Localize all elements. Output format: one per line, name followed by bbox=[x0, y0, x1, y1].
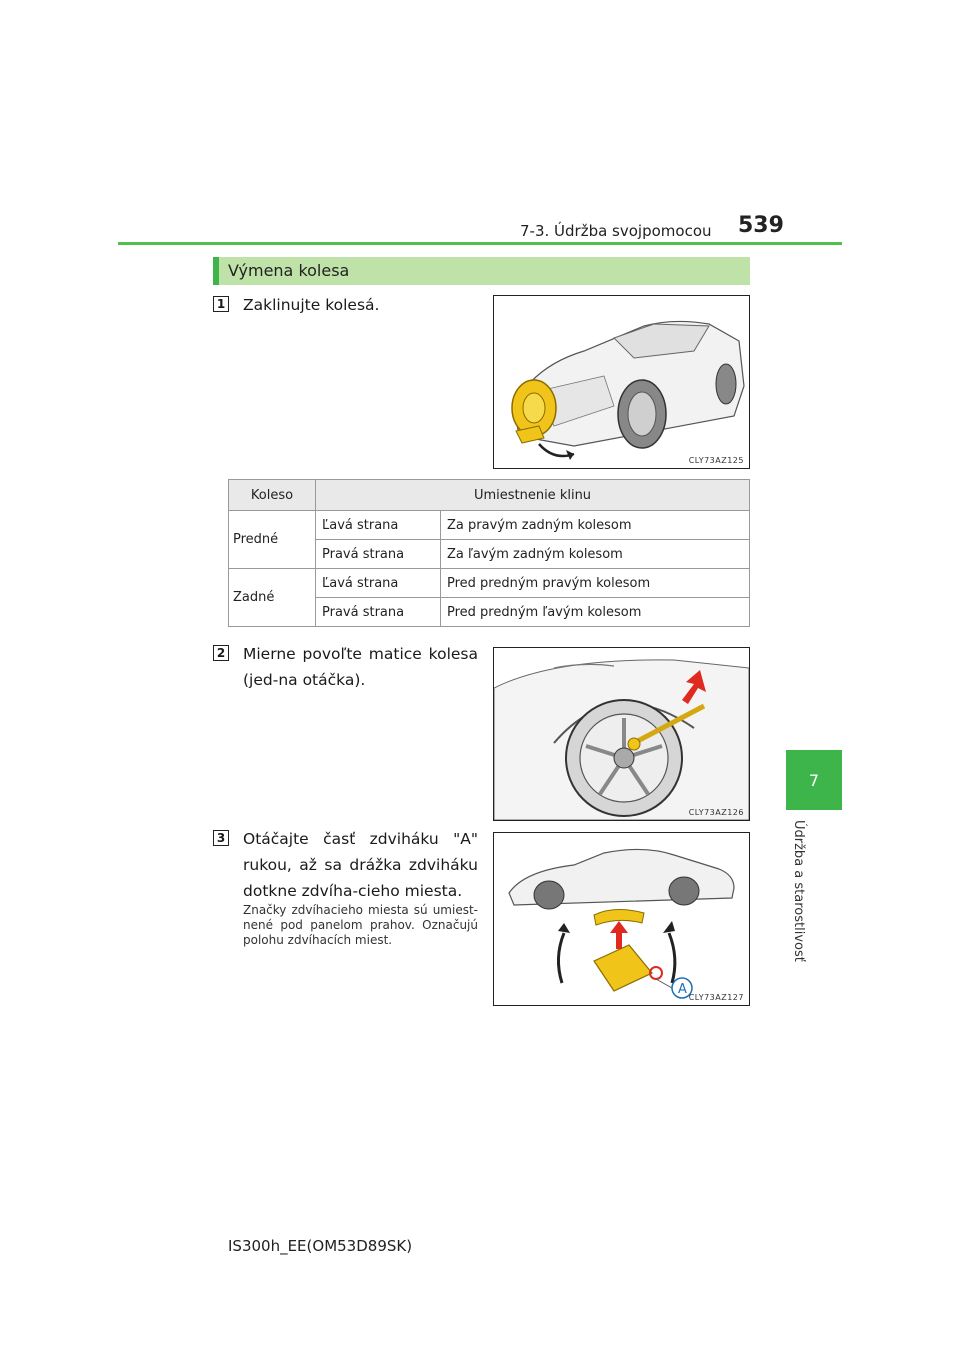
jack-icon bbox=[594, 945, 652, 991]
table-cell-side: Pravá strana bbox=[316, 598, 441, 627]
page-number: 539 bbox=[738, 213, 784, 238]
table-header-row bbox=[229, 480, 750, 511]
chapter-number: 7 bbox=[808, 770, 820, 790]
chapter-tab bbox=[786, 750, 842, 810]
step-3-badge: 3 bbox=[213, 830, 229, 846]
table-cell-location: Pred predným pravým kolesom bbox=[441, 569, 750, 598]
figure-car-wheel-chock bbox=[493, 295, 750, 469]
car-front-illustration bbox=[494, 296, 749, 468]
figure-label-a: A bbox=[678, 982, 687, 997]
table-cell-category: Zadné bbox=[229, 569, 316, 627]
figure-jack-position bbox=[493, 832, 750, 1006]
table-cell-category: Predné bbox=[229, 511, 316, 569]
chapter-title-vertical: Údržba a starostlivosť bbox=[791, 820, 806, 962]
step-3-note: Značky zdvíhacieho miesta sú umiest-nené pod panelom prahov. Označujú polohu zdvíhacích miest. bbox=[243, 903, 478, 947]
figure-loosen-wheel-nuts bbox=[493, 647, 750, 821]
header-section-title: 7-3. Údržba svojpomocou bbox=[520, 222, 712, 240]
step-2-text: Mierne povoľte matice kolesa (jed-na otáčka). bbox=[243, 645, 478, 689]
figure-code: CLY73AZ127 bbox=[688, 993, 744, 1002]
table-cell-side: Pravá strana bbox=[316, 540, 441, 569]
jack-point-arrow-icon bbox=[558, 933, 564, 983]
table-cell-location: Za ľavým zadným kolesom bbox=[441, 540, 750, 569]
wheel-chock-table bbox=[228, 479, 750, 627]
table-cell-side: Ľavá strana bbox=[316, 511, 441, 540]
table-cell-location: Pred predným ľavým kolesom bbox=[441, 598, 750, 627]
footer-model-code: IS300h_EE(OM53D89SK) bbox=[228, 1237, 413, 1255]
section-title: Výmena kolesa bbox=[228, 261, 350, 280]
jack-illustration bbox=[494, 833, 749, 1005]
wheel-wrench-illustration bbox=[494, 648, 749, 820]
figure-code: CLY73AZ125 bbox=[688, 456, 744, 465]
table-cell-side: Ľavá strana bbox=[316, 569, 441, 598]
step-3-text: Otáčajte časť zdviháku "A" rukou, až sa drážka zdviháku dotkne zdvíha-cieho miesta. bbox=[243, 830, 478, 900]
step-1-text: Zaklinujte kolesá. bbox=[243, 296, 380, 314]
table-cell-location: Za pravým zadným kolesom bbox=[441, 511, 750, 540]
section-title-bar bbox=[213, 257, 750, 285]
table-row bbox=[229, 511, 750, 540]
table-header-location: Umiestnenie klinu bbox=[316, 480, 750, 511]
lift-arrow-icon bbox=[610, 921, 628, 933]
figure-code: CLY73AZ126 bbox=[688, 808, 744, 817]
step-2-badge: 2 bbox=[213, 645, 229, 661]
header-divider bbox=[118, 242, 842, 245]
step-1-badge: 1 bbox=[213, 296, 229, 312]
table-header-wheel: Koleso bbox=[229, 480, 316, 511]
table-row bbox=[229, 569, 750, 598]
